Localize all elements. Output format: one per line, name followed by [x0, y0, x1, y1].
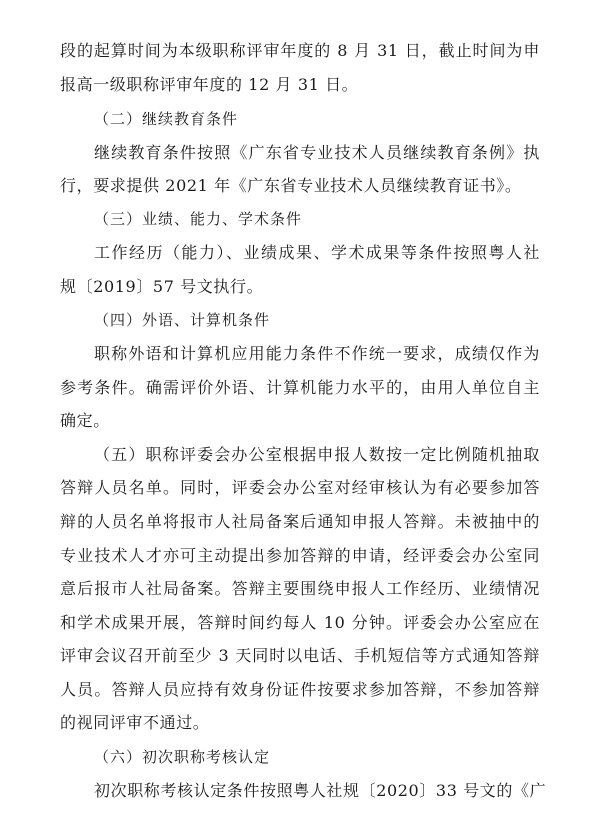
paragraph-line: 评审会议召开前至少 3 天同时以电话、手机短信等方式通知答辩	[60, 646, 540, 665]
section-heading: （二）继续教育条件	[94, 110, 239, 128]
paragraph-line: 辩的人员名单将报市人社局备案后通知申报人答辩。未被抽中的	[60, 512, 540, 531]
section-heading: （四）外语、计算机条件	[94, 311, 271, 329]
paragraph-line: 规〔2019〕57 号文执行。	[60, 277, 264, 296]
paragraph-line: 参考条件。确需评价外语、计算机能力水平的，由用人单位自主	[60, 378, 540, 397]
paragraph-line: 段的起算时间为本级职称评审年度的 8 月 31 日，截止时间为申	[60, 41, 540, 60]
paragraph-line: （五）职称评委会办公室根据申报人数按一定比例随机抽取	[94, 445, 540, 464]
paragraph-line: 报高一级职称评审年度的 12 月 31 日。	[60, 75, 359, 94]
paragraph-line: 意后报市人社局备案。答辩主要围绕申报人工作经历、业绩情况	[60, 579, 540, 598]
section-heading: （六）初次职称考核认定	[94, 748, 271, 766]
paragraph-line: 人员。答辩人员应持有效身份证件按要求参加答辩，不参加答辩	[60, 680, 540, 699]
paragraph-line: 答辩人员名单。同时，评委会办公室对经审核认为有必要参加答	[60, 478, 540, 497]
paragraph-line: 工作经历（能力）、业绩成果、学术成果等条件按照粤人社	[94, 243, 540, 262]
paragraph-line: 初次职称考核认定条件按照粤人社规〔2020〕33 号文的《广	[94, 781, 547, 800]
paragraph-line: 确定。	[60, 411, 110, 430]
paragraph-line: 继续教育条件按照《广东省专业技术人员继续教育条例》执	[94, 143, 540, 162]
paragraph-line: 职称外语和计算机应用能力条件不作统一要求，成绩仅作为	[94, 344, 540, 363]
paragraph-line: 行，要求提供 2021 年《广东省专业技术人员继续教育证书》。	[60, 176, 522, 195]
section-heading: （三）业绩、能力、学术条件	[94, 210, 303, 228]
paragraph-line: 的视同评审不通过。	[60, 713, 210, 732]
paragraph-line: 专业技术人才亦可主动提出参加答辩的申请，经评委会办公室同	[60, 546, 540, 565]
paragraph-line: 和学术成果开展，答辩时间约每人 10 分钟。评委会办公室应在	[60, 613, 540, 632]
